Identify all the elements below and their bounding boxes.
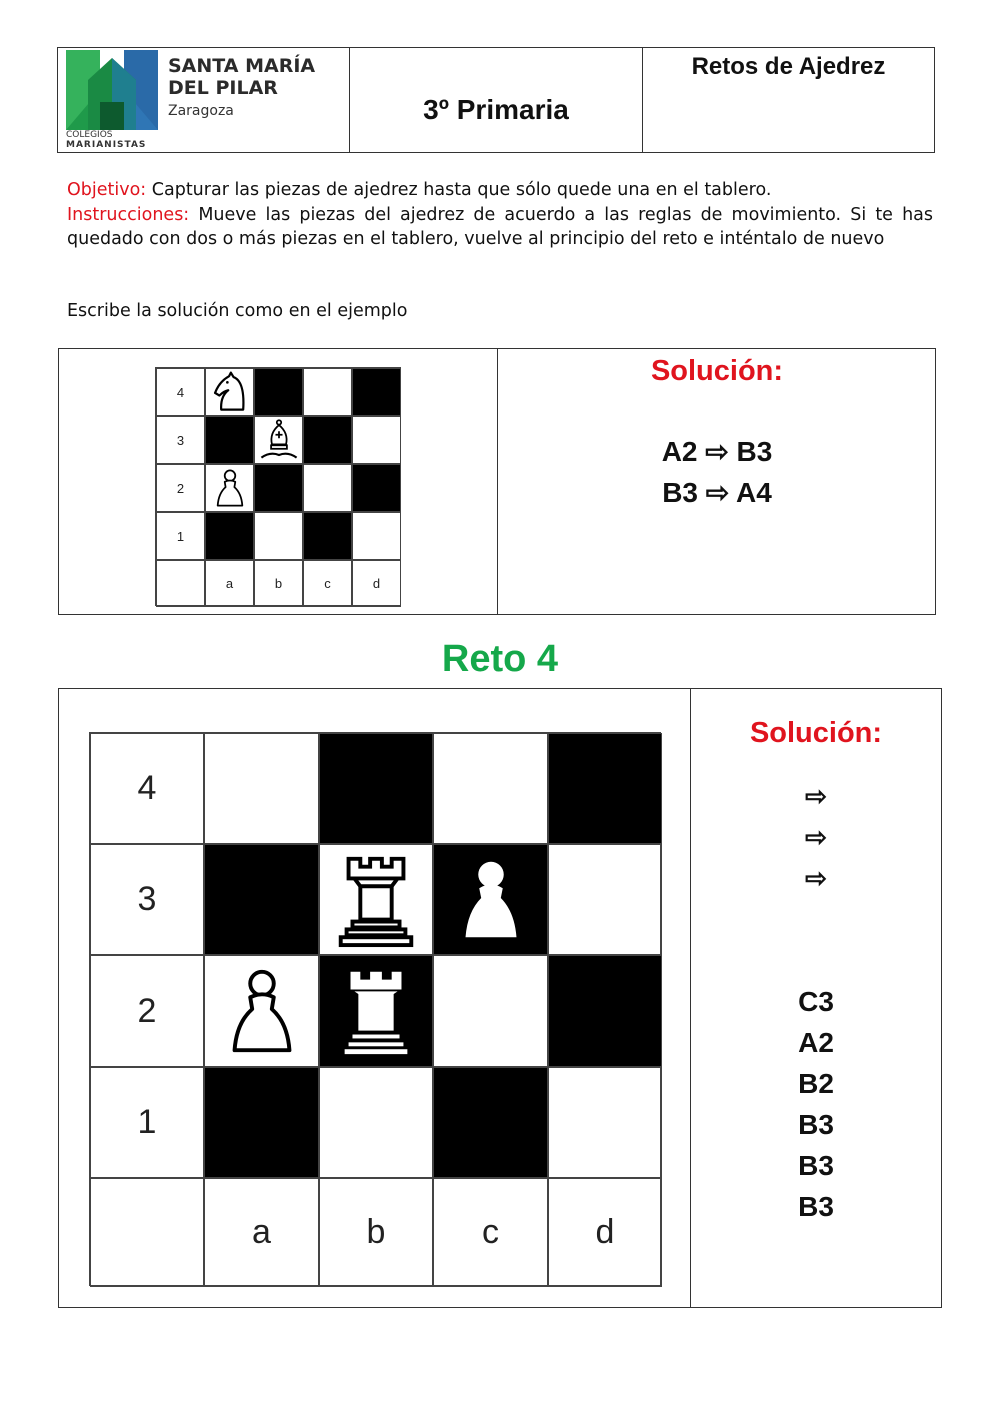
square-c1[interactable] bbox=[303, 512, 352, 560]
example-board bbox=[155, 367, 401, 606]
example-box bbox=[58, 348, 936, 615]
example-move-1: A2 ⇨ B3 bbox=[661, 436, 773, 467]
square-d2[interactable] bbox=[548, 955, 662, 1067]
instructions-block bbox=[67, 178, 933, 252]
col-label-d: d bbox=[548, 1178, 662, 1287]
square-b2[interactable] bbox=[319, 955, 433, 1067]
square-c3[interactable] bbox=[433, 844, 548, 955]
square-a4[interactable] bbox=[204, 733, 319, 844]
school-name-line2: DEL PILAR bbox=[168, 77, 278, 99]
square-b1[interactable] bbox=[319, 1067, 433, 1178]
knight-icon[interactable] bbox=[208, 370, 252, 414]
objective-paragraph bbox=[67, 178, 933, 203]
example-divider bbox=[497, 349, 498, 614]
answer-5: B3 bbox=[798, 1150, 834, 1181]
col-label-a: a bbox=[205, 560, 254, 607]
col-label-a: a bbox=[204, 1178, 319, 1287]
grade-label: 3º Primaria bbox=[423, 94, 569, 125]
instructions-paragraph bbox=[67, 203, 933, 252]
worksheet-title: Retos de Ajedrez bbox=[691, 53, 886, 80]
square-a1[interactable] bbox=[204, 1067, 319, 1178]
col-label-b: b bbox=[319, 1178, 433, 1287]
pawn-icon[interactable] bbox=[213, 962, 311, 1060]
square-a2[interactable] bbox=[205, 464, 254, 512]
square-b3[interactable] bbox=[319, 844, 433, 955]
answer-2: A2 bbox=[798, 1027, 834, 1058]
answer-6: B3 bbox=[798, 1191, 834, 1222]
square-d3[interactable] bbox=[548, 844, 662, 955]
example-move-2: B3 ⇨ A4 bbox=[662, 477, 772, 508]
square-c3[interactable] bbox=[303, 416, 352, 464]
square-d3[interactable] bbox=[352, 416, 401, 464]
square-c4[interactable] bbox=[303, 368, 352, 416]
square-d2[interactable] bbox=[352, 464, 401, 512]
answer-3: B2 bbox=[798, 1068, 834, 1099]
rook-icon[interactable] bbox=[327, 851, 425, 949]
square-d1[interactable] bbox=[352, 512, 401, 560]
header-table bbox=[57, 47, 935, 153]
square-b4[interactable] bbox=[254, 368, 303, 416]
row-label-3: 3 bbox=[156, 416, 205, 464]
school-network-line2: MARIANISTAS bbox=[66, 140, 147, 150]
col-label-c: c bbox=[433, 1178, 548, 1287]
row-label-4: 4 bbox=[156, 368, 205, 416]
school-name bbox=[168, 55, 315, 99]
answer-arrow-1: ⇨ bbox=[805, 781, 827, 811]
square-b3[interactable] bbox=[254, 416, 303, 464]
school-network bbox=[66, 130, 146, 150]
square-d4[interactable] bbox=[548, 733, 662, 844]
pawn-icon[interactable] bbox=[442, 851, 540, 949]
row-label-4: 4 bbox=[90, 733, 204, 844]
col-label-c: c bbox=[303, 560, 352, 607]
school-network-line1: COLEGIOS bbox=[66, 130, 113, 140]
square-c2[interactable] bbox=[433, 955, 548, 1067]
challenge-board bbox=[89, 732, 661, 1286]
board-corner bbox=[90, 1178, 204, 1287]
school-name-line1: SANTA MARÍA bbox=[168, 55, 316, 77]
square-a3[interactable] bbox=[204, 844, 319, 955]
example-solution-title: Solución: bbox=[650, 355, 784, 387]
challenge-title: Reto 4 bbox=[441, 638, 559, 680]
square-c4[interactable] bbox=[433, 733, 548, 844]
bishop-icon[interactable] bbox=[257, 418, 301, 462]
instructions-text: Mueve las piezas del ajedrez de acuerdo a las reglas de movimiento. Si te has quedado con dos o más piezas en el tablero, vuelve al principio del reto e inténtalo de nuevo bbox=[67, 204, 933, 249]
answer-arrow-2: ⇨ bbox=[805, 822, 827, 852]
answer-4: B3 bbox=[798, 1109, 834, 1140]
title-cell bbox=[643, 48, 934, 152]
row-label-1: 1 bbox=[156, 512, 205, 560]
col-label-b: b bbox=[254, 560, 303, 607]
objective-text: Capturar las piezas de ajedrez hasta que sólo quede una en el tablero. bbox=[146, 180, 772, 200]
school-city: Zaragoza bbox=[168, 103, 234, 119]
challenge-box bbox=[58, 688, 942, 1308]
answer-1: C3 bbox=[798, 986, 834, 1017]
row-label-3: 3 bbox=[90, 844, 204, 955]
row-label-2: 2 bbox=[156, 464, 205, 512]
square-a3[interactable] bbox=[205, 416, 254, 464]
square-b4[interactable] bbox=[319, 733, 433, 844]
pawn-icon[interactable] bbox=[208, 466, 252, 510]
square-c1[interactable] bbox=[433, 1067, 548, 1178]
grade-cell bbox=[350, 48, 643, 152]
write-solution-text: Escribe la solución como en el ejemplo bbox=[67, 301, 408, 321]
objective-label: Objetivo: bbox=[67, 180, 147, 200]
challenge-solution-title: Solución: bbox=[749, 717, 883, 749]
square-a4[interactable] bbox=[205, 368, 254, 416]
logo-cell bbox=[58, 48, 350, 152]
school-logo-icon bbox=[66, 50, 158, 130]
answer-arrow-3: ⇨ bbox=[805, 863, 827, 893]
board-corner bbox=[156, 560, 205, 607]
square-a1[interactable] bbox=[205, 512, 254, 560]
square-d1[interactable] bbox=[548, 1067, 662, 1178]
square-c2[interactable] bbox=[303, 464, 352, 512]
rook-icon[interactable] bbox=[327, 962, 425, 1060]
square-a2[interactable] bbox=[204, 955, 319, 1067]
square-b1[interactable] bbox=[254, 512, 303, 560]
row-label-1: 1 bbox=[90, 1067, 204, 1178]
col-label-d: d bbox=[352, 560, 401, 607]
square-b2[interactable] bbox=[254, 464, 303, 512]
square-d4[interactable] bbox=[352, 368, 401, 416]
row-label-2: 2 bbox=[90, 955, 204, 1067]
instructions-label: Instrucciones: bbox=[67, 204, 190, 225]
